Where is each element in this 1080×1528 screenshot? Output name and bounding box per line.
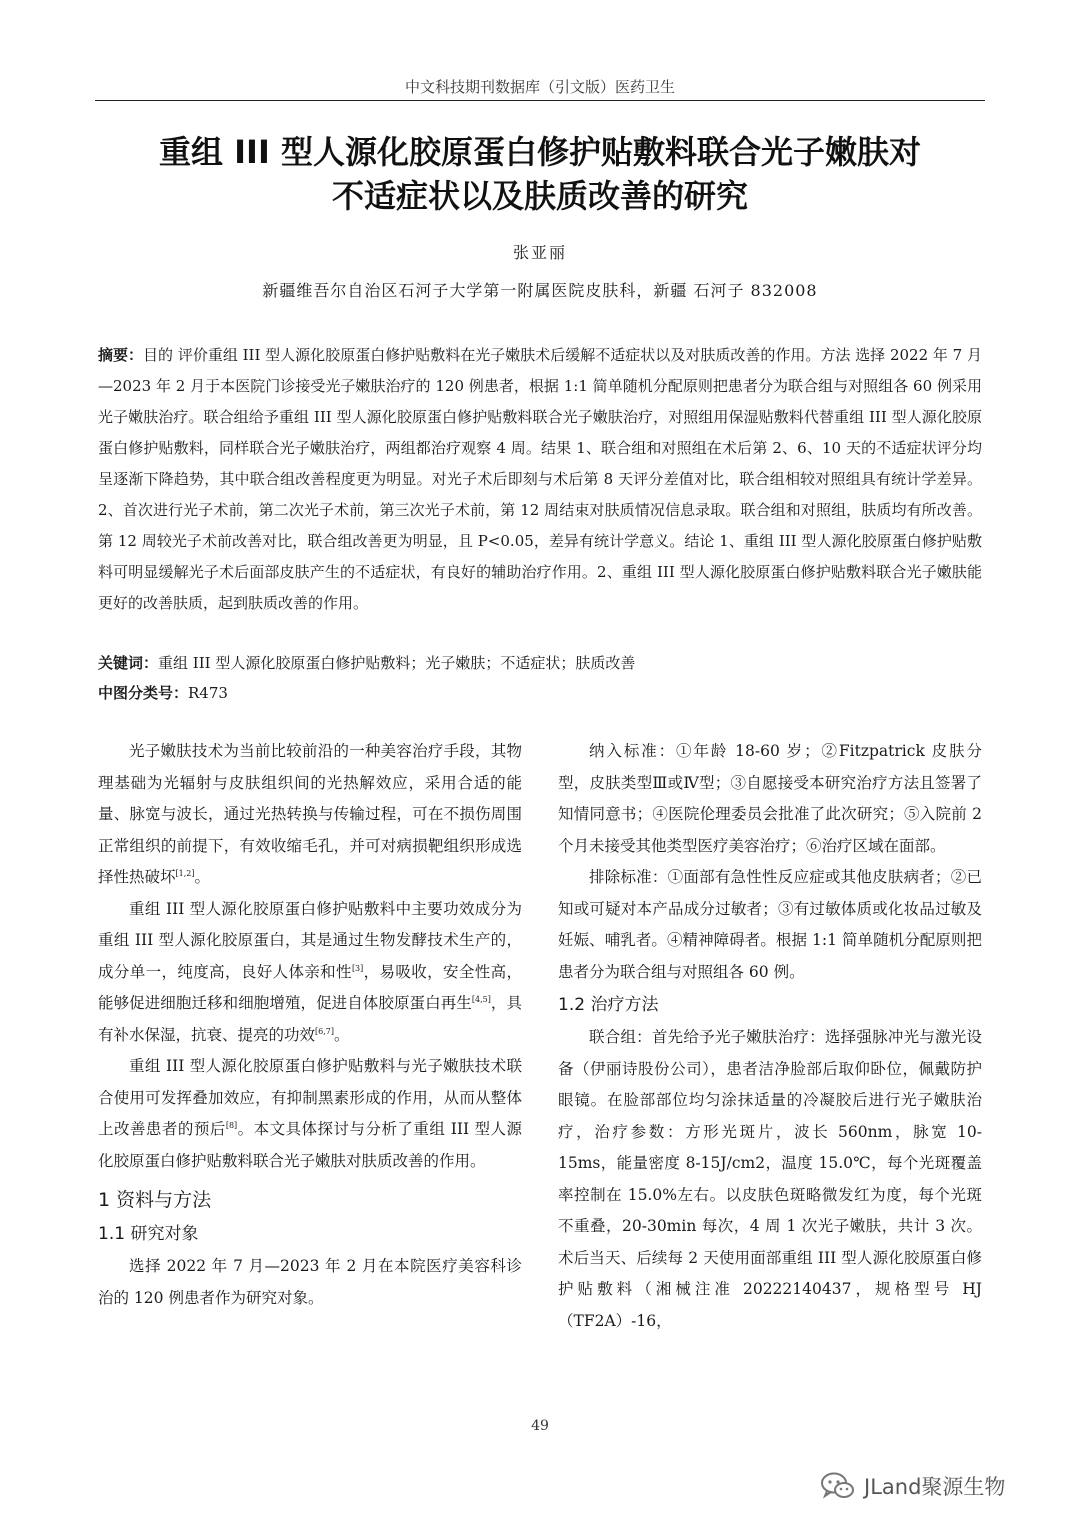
paragraph: 重组 III 型人源化胶原蛋白修护贴敷料中主要功效成分为重组 III 型人源化胶原蛋白，其是通过生物发酵技术生产的，成分单一，纯度高，良好人体亲和性[3]，易吸收，安全性高，能够促进细胞迁移和细胞增殖，促进自体胶原蛋白再生[4,5]，具有补水保湿，抗衰、提亮的功效[6,7]。 — [98, 899, 522, 1044]
abstract-label: 摘要： — [98, 346, 144, 364]
citation: [4,5] — [471, 994, 491, 1004]
paragraph: 重组 III 型人源化胶原蛋白修护贴敷料与光子嫩肤技术联合使用可发挥叠加效应，有抑制黑素形成的作用，从而从整体上改善患者的预后[8]。本文具体探讨与分析了重组 III 型人源化胶原蛋白修护贴敷料联合光子嫩肤对肤质改善的作用。 — [98, 1057, 522, 1170]
abstract-text: 目的 评价重组 III 型人源化胶原蛋白修护贴敷料在光子嫩肤术后缓解不适症状以及对肤质改善的作用。方法 选择 2022 年 7 月—2023 年 2 月于本医院门诊接受光子嫩肤治疗的 120 例患者，根据 1:1 简单随机分配原则把患者分为联合组与对照组各 60 例采用光子嫩肤治疗。联合组给予重组 III 型人源化胶原蛋白修护贴敷料联合光子嫩肤治疗，对照组用保湿贴敷料代替重组 III 型人源化胶原蛋白修护贴敷料，同样联合光子嫩肤治疗，两组都治疗观察 4 周。结果 1、联合组和对照组在术后第 2、6、10 天的不适症状评分均呈逐渐下降趋势，其中联合组改善程度更为明显。对光子术后即刻与术后第 8 天评分差值对比，联合组相较对照组具有统计学差异。2、首次进行光子术前，第二次光子术前，第三次光子术前，第 12 周结束对肤质情况信息录取。联合组和对照组，肤质均有所改善。第 12 周较光子术前改善对比，联合组改善更为明显，且 P<0.05，差异有统计学意义。结论 1、重组 III 型人源化胶原蛋白修护贴敷料可明显缓解光子术后面部皮肤产生的不适症状，有良好的辅助治疗作用。2、重组 III 型人源化胶原蛋白修护贴敷料联合光子嫩肤能更好的改善肤质，起到肤质改善的作用。 — [98, 346, 982, 612]
citation: [6,7] — [315, 1026, 334, 1036]
header-rule — [95, 100, 985, 101]
title-line-2: 不适症状以及肤质改善的研究 — [331, 177, 748, 215]
paragraph: 光子嫩肤技术为当前比较前沿的一种美容治疗手段，其物理基础为光辐射与皮肤组织间的光热解效应，采用合适的能量、脉宽与波长，通过光热转换与传输过程，可在不损伤周围正常组织的前提下，有效收缩毛孔，并可对病损靶组织形成选择性热破坏[1,2]。 — [98, 742, 522, 886]
citation: [8] — [225, 1120, 238, 1130]
keywords-text: 重组 III 型人源化胶原蛋白修护贴敷料；光子嫩肤；不适症状；肤质改善 — [158, 654, 636, 672]
section-heading: 1 资料与方法 — [98, 1189, 212, 1211]
watermark — [820, 1466, 1060, 1506]
page-number: 49 — [531, 1418, 549, 1434]
right-column — [558, 736, 982, 1337]
left-column — [98, 736, 522, 1314]
subsection-heading: 1.1 研究对象 — [98, 1224, 199, 1244]
paragraph: 联合组：首先给予光子嫩肤治疗：选择强脉冲光与激光设备（伊丽诗股份公司），患者洁净脸部后取仰卧位，佩戴防护眼镜。在脸部部位均匀涂抹适量的冷凝胶后进行光子嫩肤治疗，治疗参数：方形光斑片，波长 560nm，脉宽 10-15ms，能量密度 8-15J/cm2，温度 15.0℃，每个光斑覆盖率控制在 15.0%左右。以皮肤色斑略微发红为度，每个光斑不重叠，20-30min 每次，4 周 1 次光子嫩肤，共计 3 次。术后当天、后续每 2 天使用面部重组 III 型人源化胶原蛋白修护贴敷料（湘械注准 20222140437，规格型号 HJ（TF2A）-16， — [558, 1028, 982, 1330]
citation: [3] — [351, 963, 364, 973]
abstract — [98, 340, 982, 619]
wechat-icon — [820, 1471, 856, 1501]
keywords — [98, 648, 982, 679]
paragraph: 排除标准：①面部有急性性反应症或其他皮肤病者；②已知或可疑对本产品成分过敏者；③有过敏体质或化妆品过敏及妊娠、哺乳者。④精神障碍者。根据 1:1 简单随机分配原则把患者分为联合组与对照组各 60 例。 — [558, 868, 982, 981]
subsection-heading: 1.2 治疗方法 — [558, 995, 659, 1015]
article-title — [60, 130, 1020, 218]
paragraph: 选择 2022 年 7 月—2023 年 2 月在本院医疗美容科诊治的 120 例患者作为研究对象。 — [98, 1257, 522, 1307]
classification — [98, 678, 982, 709]
watermark-text: JLand聚源生物 — [864, 1475, 1006, 1499]
affiliation: 新疆维吾尔自治区石河子大学第一附属医院皮肤科，新疆 石河子 832008 — [262, 281, 818, 300]
classification-label: 中图分类号： — [98, 684, 189, 702]
paragraph: 纳入标准：①年龄 18-60 岁；②Fitzpatrick 皮肤分型，皮肤类型Ⅲ或Ⅳ型；③自愿接受本研究治疗方法且签署了知情同意书；④医院伦理委员会批准了此次研究；⑤入院前 2 个月未接受其他类型医疗美容治疗；⑥治疗区域在面部。 — [558, 742, 982, 855]
classification-text: R473 — [188, 684, 228, 702]
citation: [1,2] — [175, 868, 195, 878]
journal-header: 中文科技期刊数据库（引文版）医药卫生 — [404, 78, 675, 96]
author: 张亚丽 — [512, 243, 567, 262]
keywords-label: 关键词： — [98, 654, 159, 672]
title-line-1: 重组 III 型人源化胶原蛋白修护贴敷料联合光子嫩肤对 — [158, 133, 921, 171]
